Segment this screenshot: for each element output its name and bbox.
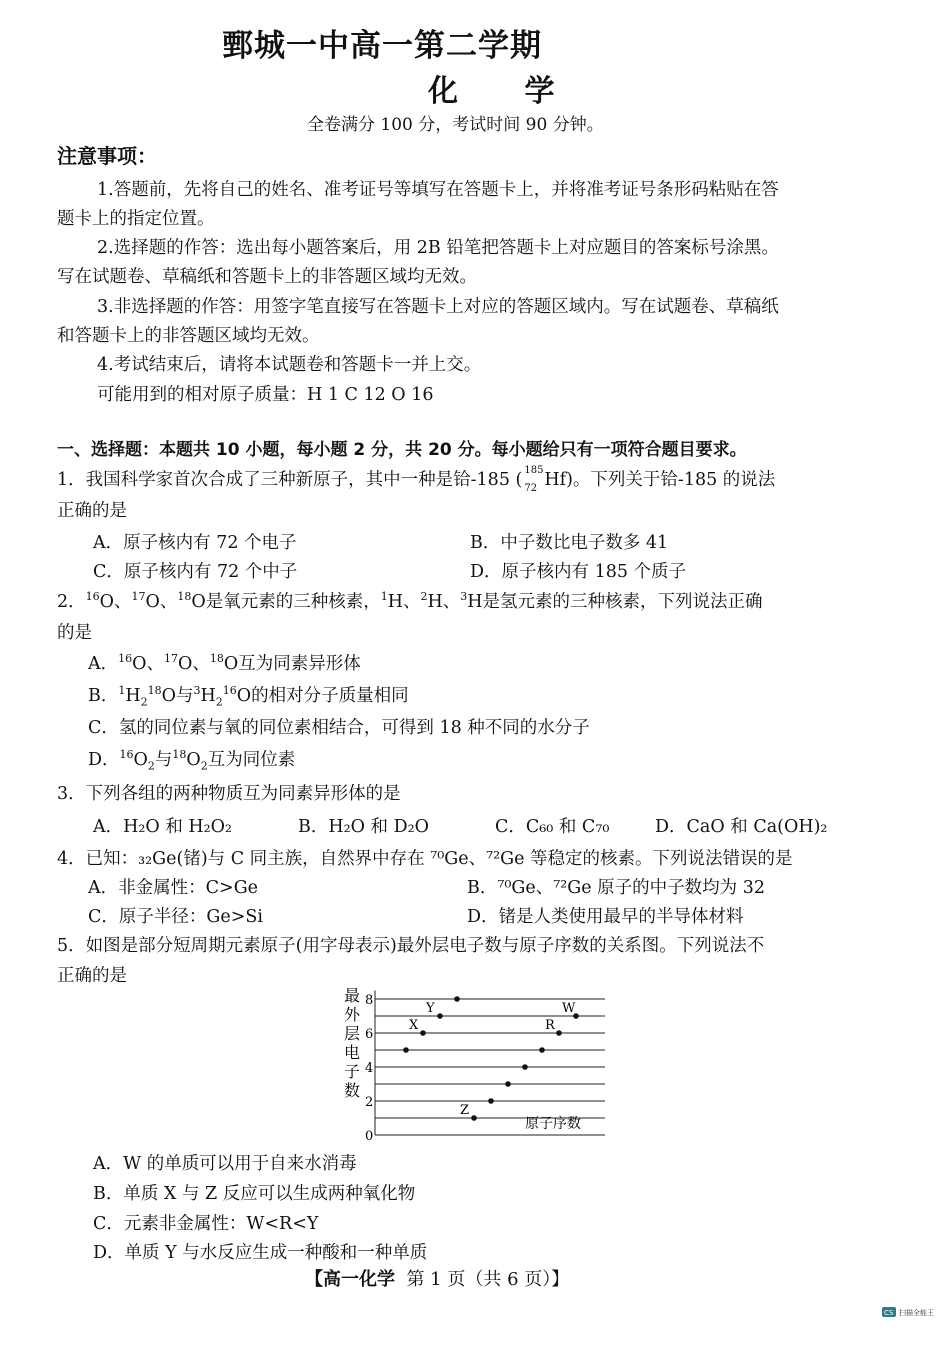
mass-number: 17 (164, 652, 178, 666)
text: 与 (176, 686, 194, 706)
notice-heading: 注意事项： (57, 144, 157, 168)
element: O (236, 686, 252, 706)
subscript: 2 (147, 759, 155, 773)
element: O (191, 592, 206, 612)
data-point (488, 1098, 494, 1104)
element: O (145, 592, 160, 612)
svg-text:CS: CS (884, 1309, 894, 1317)
q5-stem-2: 正确的是 (57, 966, 127, 986)
data-point (437, 1013, 443, 1019)
notice-line: 可能用到的相对原子质量：H 1 C 12 O 16 (97, 385, 434, 405)
q2-num: 2． (57, 592, 86, 612)
element: O (99, 592, 114, 612)
element: H (467, 592, 483, 612)
notice-line: 2.选择题的作答：选出每小题答案后，用 2B 铅笔把答题卡上对应题目的答案标号涂黑。 (97, 238, 779, 258)
text: 与 (154, 750, 173, 770)
q3-option-b[interactable]: B．H₂O 和 D₂O (298, 817, 430, 837)
q3-option-c[interactable]: C．C₆₀ 和 C₇₀ (495, 817, 610, 837)
mass-number: 2 (420, 590, 428, 604)
mass-number: 16 (85, 590, 100, 604)
text: 互为同位素 (207, 750, 296, 770)
y-ticks (365, 993, 373, 1144)
element: O (223, 654, 239, 674)
q1-stem-c: 正确的是 (57, 501, 127, 521)
mass-number: 3 (460, 590, 468, 604)
q4-option-d[interactable]: D．锗是人类使用最早的半导体材料 (467, 907, 744, 927)
mass-number: 17 (131, 590, 146, 604)
exam-subject: 化 学 (428, 74, 583, 109)
iso-mass: 185 (524, 464, 544, 476)
notice-line: 4.考试结束后，请将本试题卷和答题卡一并上交。 (97, 355, 482, 375)
mass-number: 16 (118, 652, 133, 666)
sep: 、 (114, 592, 132, 612)
element: H (427, 592, 443, 612)
q1-option-b[interactable]: B．中子数比电子数多 41 (470, 533, 669, 553)
y-axis-label-char: 层 (344, 1024, 361, 1043)
q4-option-b[interactable]: B．⁷⁰Ge、⁷²Ge 原子的中子数均为 32 (467, 878, 765, 898)
q1-option-c[interactable]: C．原子核内有 72 个中子 (93, 562, 298, 582)
element: H (387, 592, 403, 612)
element: O (186, 750, 201, 770)
q4-option-a[interactable]: A．非金属性：C>Ge (88, 878, 259, 898)
label: A． (88, 654, 119, 674)
mass-number: 18 (177, 590, 192, 604)
x-axis-label: 原子序数 (525, 1116, 581, 1132)
q3-option-a[interactable]: A．H₂O 和 H₂O₂ (93, 817, 233, 837)
q5-option-a[interactable]: A．W 的单质可以用于自来水消毒 (93, 1154, 357, 1174)
point-label: Z (460, 1103, 470, 1118)
sep: 、 (442, 592, 461, 612)
exam-title: 鄄城一中高一第二学期 (222, 28, 542, 64)
sep: 、 (146, 654, 164, 674)
q5-stem: 5．如图是部分短周期元素原子(用字母表示)最外层电子数与原子序数的关系图。下列说法不 (57, 936, 765, 956)
element: H (200, 686, 216, 706)
data-point (420, 1030, 426, 1036)
y-axis-label-char: 最 (344, 986, 361, 1005)
data-points (403, 996, 579, 1121)
point-label: X (409, 1018, 419, 1033)
q2-option-d[interactable] (88, 746, 295, 771)
q3-option-d[interactable]: D．CaO 和 Ca(OH)₂ (655, 817, 828, 837)
element: O (132, 654, 147, 674)
sep: 、 (192, 654, 210, 674)
watermark-text: 扫描全能王 (899, 1309, 934, 1317)
q5-option-c[interactable]: C．元素非金属性：W<R<Y (93, 1214, 319, 1234)
subscript: 2 (140, 695, 148, 709)
notice-line: 题卡上的指定位置。 (57, 209, 215, 229)
notice-line: 3.非选择题的作答：用签字笔直接写在答题卡上对应的答题区域内。写在试题卷、草稿纸 (97, 297, 779, 317)
hf-isotope (522, 464, 544, 494)
data-point (454, 996, 460, 1002)
y-tick-label: 6 (365, 1027, 374, 1042)
point-label: Y (426, 1001, 435, 1016)
cs-logo-icon (882, 1305, 940, 1327)
q2-option-c[interactable]: C．氢的同位素与氧的同位素相结合，可得到 18 种不同的水分子 (88, 718, 590, 738)
q1-stem-b: )。下列关于铪-185 的说法 (566, 470, 776, 490)
y-axis-label-char: 子 (344, 1062, 361, 1081)
y-axis-label-char: 电 (344, 1043, 361, 1062)
q1-option-a[interactable]: A．原子核内有 72 个电子 (93, 533, 297, 553)
y-axis-label-char: 数 (344, 1081, 361, 1100)
q1-stem-a: 1．我国科学家首次合成了三种新原子，其中一种是铪-185 ( (57, 470, 523, 490)
element: O (133, 750, 148, 770)
data-point (471, 1115, 477, 1121)
data-point (403, 1047, 409, 1053)
label: B． (88, 686, 119, 706)
q2-stem-2: 的是 (57, 623, 92, 643)
data-point (522, 1064, 528, 1070)
q2-text: 是氧元素的三种核素， (205, 592, 381, 612)
section-heading: 一、选择题：本题共 10 小题，每小题 2 分，共 20 分。每小题给只有一项符合题目要求。 (57, 440, 747, 460)
q1-option-d[interactable]: D．原子核内有 185 个质子 (470, 562, 687, 582)
footer-subject: 【高一化学 (305, 1269, 395, 1290)
q1-stem (57, 464, 776, 494)
q2-text: 是氢元素的三种核素，下列说法正确 (482, 592, 763, 612)
y-axis-label-char: 外 (344, 1005, 361, 1024)
subscript: 2 (200, 759, 208, 773)
element: O (178, 654, 193, 674)
element: O (161, 686, 176, 706)
iso-number: 72 (524, 482, 538, 494)
mass-number: 3 (193, 684, 201, 698)
point-label: R (545, 1018, 555, 1033)
point-label: W (562, 1001, 576, 1016)
text: 互为同素异形体 (238, 654, 361, 674)
iso-symbol: Hf (544, 470, 567, 490)
mass-number: 18 (172, 748, 187, 762)
exam-meta: 全卷满分 100 分，考试时间 90 分钟。 (307, 115, 604, 135)
scanner-watermark (882, 1305, 940, 1327)
y-tick-label: 0 (365, 1129, 374, 1144)
text: 的相对分子质量相同 (251, 686, 409, 706)
page-footer (305, 1265, 569, 1291)
element: H (125, 686, 141, 706)
sep: 、 (159, 592, 178, 612)
sep: 、 (402, 592, 421, 612)
q2-stem (57, 588, 763, 613)
data-point (539, 1047, 545, 1053)
notice-line: 1.答题前，先将自己的姓名、准考证号等填写在答题卡上，并将准考证号条形码粘贴在答 (97, 180, 779, 200)
y-axis-label (344, 986, 361, 1100)
label: D． (88, 750, 120, 770)
mass-number: 16 (119, 748, 134, 762)
notice-line: 和答题卡上的非答题区域均无效。 (57, 326, 320, 346)
y-tick-label: 2 (365, 1095, 374, 1110)
q2-option-a[interactable] (88, 650, 361, 675)
footer-page: 第 1 页（共 6 页）】 (406, 1269, 570, 1290)
q5-option-d[interactable]: D．单质 Y 与水反应生成一种酸和一种单质 (93, 1243, 428, 1263)
q5-option-b[interactable]: B．单质 X 与 Z 反应可以生成两种氧化物 (93, 1184, 416, 1204)
q3-stem: 3．下列各组的两种物质互为同素异形体的是 (57, 784, 401, 804)
y-tick-label: 4 (365, 1061, 374, 1076)
data-point (556, 1030, 562, 1036)
y-tick-label: 8 (365, 993, 374, 1008)
q4-stem: 4．已知：₃₂Ge(锗)与 C 同主族，自然界中存在 ⁷⁰Ge、⁷²Ge 等稳定的核素。下列说法错误的是 (57, 849, 793, 869)
mass-number: 16 (222, 684, 237, 698)
q2-option-b[interactable] (88, 682, 409, 707)
subscript: 2 (215, 695, 223, 709)
q4-option-c[interactable]: C．原子半径：Ge>Si (88, 907, 263, 927)
mass-number: 18 (209, 652, 224, 666)
mass-number: 1 (118, 684, 126, 698)
notice-line: 写在试题卷、草稿纸和答题卡上的非答题区域均无效。 (57, 267, 477, 287)
mass-number: 18 (147, 684, 162, 698)
element-chart (330, 985, 610, 1145)
data-point (505, 1081, 511, 1087)
mass-number: 1 (380, 590, 388, 604)
